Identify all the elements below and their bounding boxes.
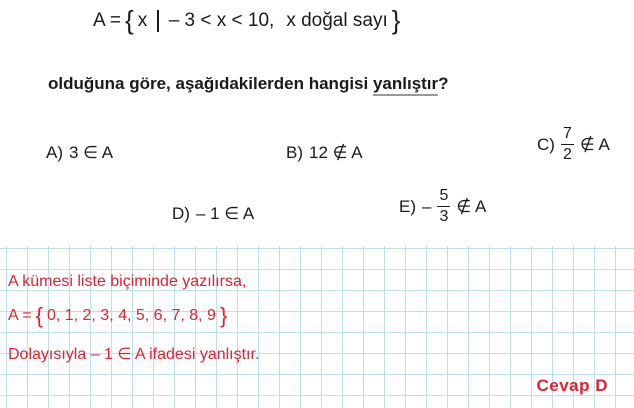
option-e-sign: – [422, 196, 432, 216]
set-builder-bar [157, 10, 159, 32]
option-a-text: 3 ∈ A [69, 143, 114, 162]
solution-line-3: Dolayısıyla – 1 ∈ A ifadesi yanlıştır. [8, 346, 260, 363]
solution-set-lhs: A = [8, 307, 32, 324]
solution-close-brace: } [219, 303, 228, 328]
option-c-relation: ∉ A [579, 134, 610, 154]
question-prefix: olduğuna göre, aşağıdakilerden hangisi [48, 74, 373, 93]
set-variable: x [137, 10, 148, 31]
option-a-label: A) [46, 143, 63, 162]
option-c-fraction [561, 126, 574, 163]
option-b-text: 12 ∉ A [309, 143, 363, 162]
option-e-numerator: 5 [437, 188, 450, 207]
option-c-label: C) [537, 134, 555, 154]
option-c-denominator: 2 [562, 146, 572, 163]
set-open-brace: { [125, 5, 134, 35]
solution-line-2 [8, 305, 227, 327]
set-condition: – 3 < x < 10, [168, 10, 275, 31]
option-d-label: D) [172, 204, 190, 223]
solution-set-elements: 0, 1, 2, 3, 4, 5, 6, 7, 8, 9 [46, 307, 216, 324]
option-e-label: E) [399, 196, 416, 216]
option-b-label: B) [286, 143, 303, 162]
option-c-numerator: 7 [561, 126, 574, 145]
option-d[interactable] [172, 204, 254, 224]
option-c[interactable] [537, 126, 610, 163]
solution-line-1: A kümesi liste biçiminde yazılırsa, [8, 273, 247, 290]
set-close-brace: } [391, 5, 401, 35]
solution-open-brace: { [35, 303, 43, 328]
option-e-fraction [437, 188, 450, 225]
option-d-text: – 1 ∈ A [195, 204, 255, 223]
option-b[interactable] [286, 143, 363, 163]
set-qualifier: x doğal sayı [286, 10, 388, 31]
question-text [48, 74, 449, 94]
option-e[interactable] [399, 188, 486, 225]
answer-key: Cevap D [536, 376, 608, 395]
question-highlight: yanlıştır [373, 74, 438, 96]
set-definition [93, 5, 401, 35]
option-e-denominator: 3 [439, 208, 449, 225]
option-a[interactable] [46, 143, 113, 163]
option-e-relation: ∉ A [456, 196, 487, 216]
set-lhs: A = [93, 10, 121, 31]
question-suffix: ? [438, 74, 449, 93]
